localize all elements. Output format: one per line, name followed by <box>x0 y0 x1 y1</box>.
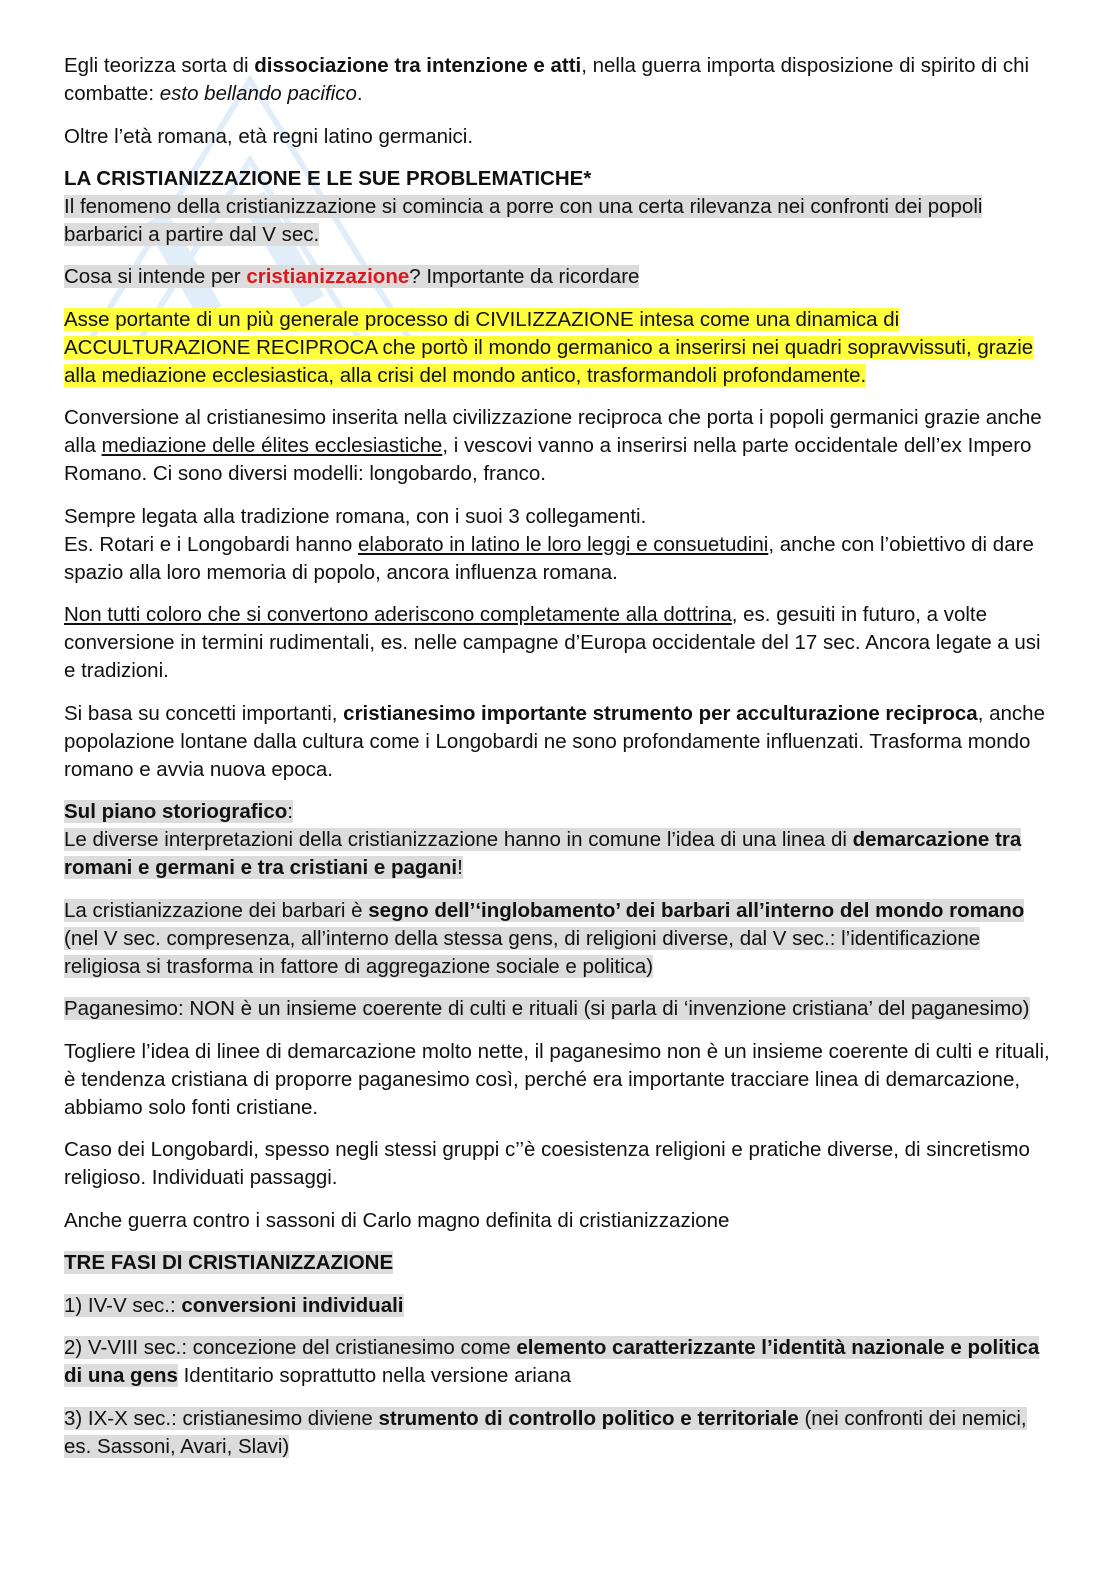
keyword-cristianizzazione: cristianizzazione <box>246 265 410 288</box>
paragraph-conversione: Conversione al cristianesimo inserita nella civilizzazione reciproca che porta i popoli germanici grazie anche alla mediazione delle élites ecclesiastiche, i vescovi vanno a inserirsi nella parte occidentale dell’ex Impero Romano. Ci sono diversi modelli: longobardo, franco. <box>64 406 1042 485</box>
section-cristianizzazione <box>64 165 1054 249</box>
paragraph-dottrina: Non tutti coloro che si convertono aderiscono completamente alla dottrina, es. gesuiti in futuro, a volte conversione in termini rudimentali, es. nelle campagne d’Europa occidentale del 17 sec. Ancora legate a usi e tradizioni. <box>64 603 1041 682</box>
phase-2: 2) V-VIII sec.: concezione del cristianesimo come elemento caratterizzante l’identità nazionale e politica di una gens Identitario soprattutto nella versione ariana <box>64 1336 1040 1387</box>
paragraph-inglobamento: La cristianizzazione dei barbari è segno dell’‘inglobamento’ dei barbari all’interno del mondo romano (nel V sec. compresenza, all’interno della stessa gens, di religioni diverse, dal V sec.: l’identificazione religiosa si trasforma in fattore di aggregazione sociale e politica) <box>64 898 1025 978</box>
highlighted-definition: Asse portante di un più generale processo di CIVILIZZAZIONE intesa come una dinamica di ACCULTURAZIONE RECIPROCA che portò il mondo germanico a inserirsi nei quadri sopravvissuti, grazie alla mediazione ecclesiastica, alla crisi del mondo antico, trasformandoli profondamente. <box>64 307 1034 387</box>
paragraph-concetti: Si basa su concetti importanti, cristianesimo importante strumento per acculturazione reciproca, anche popolazione lontane dalla cultura come i Longobardi ne sono profondamente influenzati. Trasforma mondo romano e avvia nuova epoca. <box>64 701 1045 781</box>
paragraph-1: Egli teorizza sorta di dissociazione tra intenzione e atti, nella guerra importa disposizione di spirito di chi combatte: esto bellando pacifico. <box>64 54 1030 105</box>
paragraph-storiografico: Sul piano storiografico: Le diverse interpretazioni della cristianizzazione hanno in comune l’idea di una linea di demarcazione tra romani e germani e tra cristiani e pagani! <box>64 800 1022 879</box>
document-body <box>64 52 1054 1475</box>
paragraph-tradizione: Sempre legata alla tradizione romana, con i suoi 3 collegamenti. Es. Rotari e i Longobardi hanno elaborato in latino le loro leggi e consuetudini, anche con l’obiettivo di dare spazio alla loro memoria di popolo, ancora influenza romana. <box>64 504 1034 584</box>
section-tre-fasi <box>64 1249 1054 1277</box>
section-title: LA CRISTIANIZZAZIONE E LE SUE PROBLEMATICHE* <box>64 167 592 190</box>
section-title-fasi: TRE FASI DI CRISTIANIZZAZIONE <box>64 1251 394 1274</box>
paragraph-sassoni: Anche guerra contro i sassoni di Carlo magno definita di cristianizzazione <box>64 1208 730 1232</box>
paragraph-paganesimo: Paganesimo: NON è un insieme coerente di culti e rituali (si parla di ‘invenzione cristiana’ del paganesimo) <box>64 997 1030 1020</box>
phase-1: 1) IV-V sec.: conversioni individuali <box>64 1293 404 1317</box>
paragraph-longobardi: Caso dei Longobardi, spesso negli stessi gruppi c’’è coesistenza religioni e pratiche diverse, di sincretismo religioso. Individuati passaggi. <box>64 1138 1030 1189</box>
paragraph-2: Oltre l’età romana, età regni latino germanici. <box>64 124 474 148</box>
paragraph-question: Cosa si intende per cristianizzazione? Importante da ricordare <box>64 265 640 288</box>
section-intro: Il fenomeno della cristianizzazione si comincia a porre con una certa rilevanza nei confronti dei popoli barbarici a partire dal V sec. <box>64 195 983 246</box>
paragraph-demarcazione: Togliere l’idea di linee di demarcazione molto nette, il paganesimo non è un insieme coerente di culti e rituali, è tendenza cristiana di proporre paganesimo così, perché era importante tracciare linea di demarcazione, abbiamo solo fonti cristiane. <box>64 1039 1050 1119</box>
phase-3: 3) IX-X sec.: cristianesimo diviene strumento di controllo politico e territoriale (nei confronti dei nemici, es. Sassoni, Avari, Slavi) <box>64 1406 1027 1458</box>
